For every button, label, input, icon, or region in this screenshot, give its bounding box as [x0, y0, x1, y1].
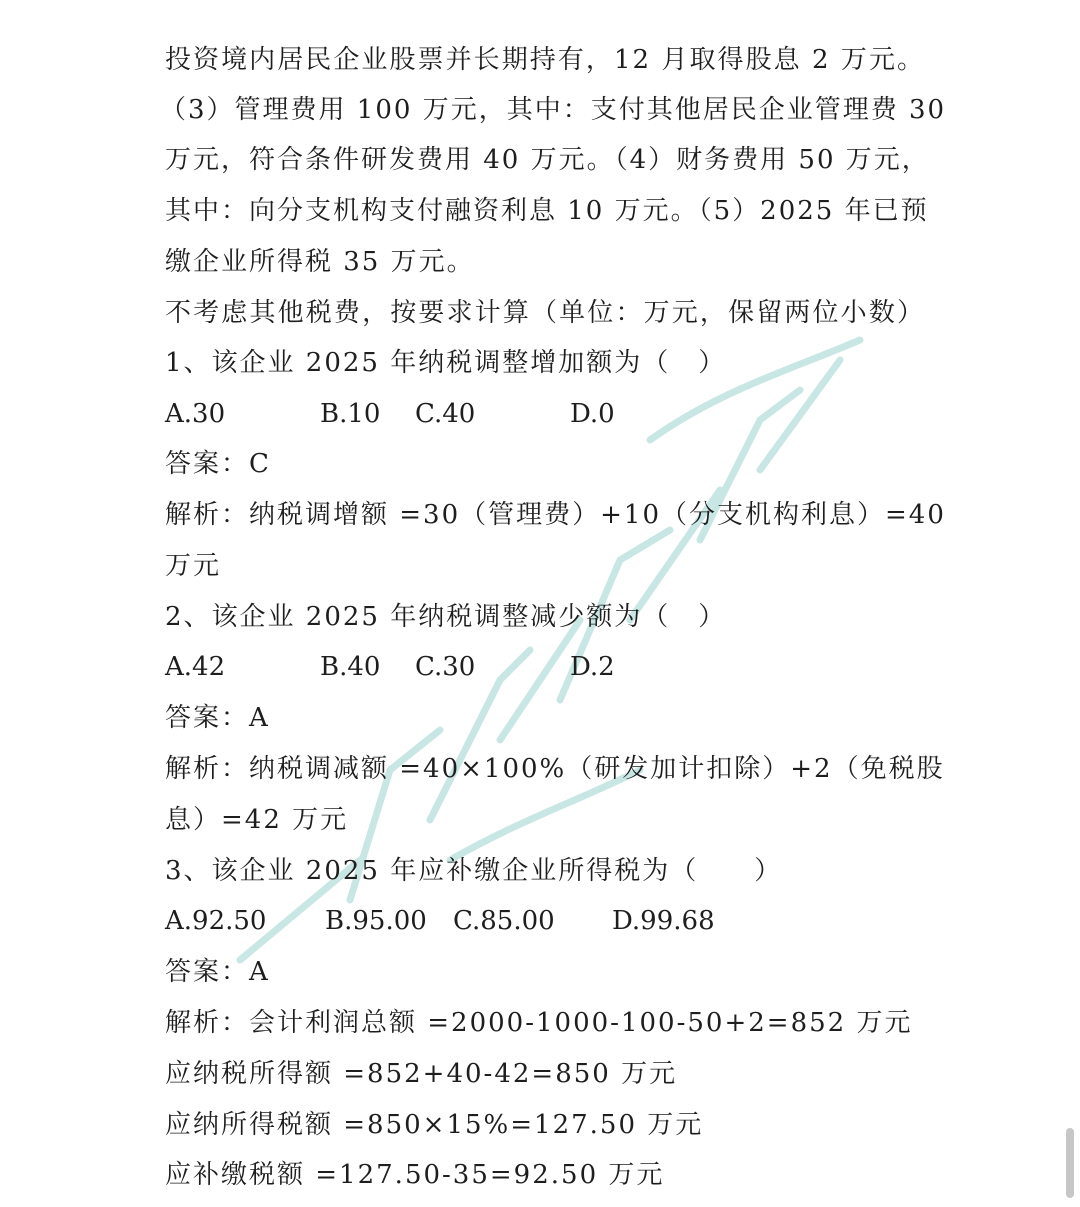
scrollbar-thumb[interactable] [1066, 1128, 1074, 1198]
option-c: C.30 [415, 652, 476, 682]
option-b: B.95.00 [325, 906, 427, 936]
question-title: 1、该企业 2025 年纳税调整增加额为（ ） [165, 348, 727, 378]
option-c: C.40 [415, 399, 476, 429]
analysis-line: 应纳税所得额 =852+40-42=850 万元 [165, 1059, 678, 1089]
analysis-line: 解析：纳税调增额 =30（管理费）+10（分支机构利息）=40 [165, 500, 946, 530]
text-line: 投资境内居民企业股票并长期持有，12 月取得股息 2 万元。 [165, 45, 925, 75]
text-line: 不考虑其他税费，按要求计算（单位：万元，保留两位小数） [165, 298, 925, 328]
option-a: A.92.50 [165, 906, 267, 936]
text-line: 缴企业所得税 35 万元。 [165, 247, 475, 277]
option-b: B.40 [320, 652, 381, 682]
answer-line: 答案：A [165, 703, 270, 733]
question-title: 3、该企业 2025 年应补缴企业所得税为（ ） [165, 856, 783, 886]
option-d: D.2 [570, 652, 615, 682]
analysis-line: 解析：纳税调减额 =40×100%（研发加计扣除）+2（免税股 [165, 754, 945, 784]
analysis-line: 应补缴税额 =127.50-35=92.50 万元 [165, 1160, 665, 1190]
analysis-line: 解析：会计利润总额 =2000-1000-100-50+2=852 万元 [165, 1008, 913, 1038]
option-b: B.10 [320, 399, 381, 429]
option-a: A.30 [165, 399, 226, 429]
analysis-line: 万元 [165, 551, 222, 581]
text-line: 万元，符合条件研发费用 40 万元。（4）财务费用 50 万元， [165, 145, 930, 175]
option-d: D.0 [570, 399, 615, 429]
text-line: 其中：向分支机构支付融资利息 10 万元。（5）2025 年已预 [165, 196, 929, 226]
analysis-line: 应纳所得税额 =850×15%=127.50 万元 [165, 1110, 704, 1140]
option-a: A.42 [165, 652, 226, 682]
answer-line: 答案：A [165, 957, 270, 987]
analysis-line: 息）=42 万元 [165, 805, 349, 835]
text-line: （3）管理费用 100 万元，其中：支付其他居民企业管理费 30 [160, 95, 947, 125]
answer-line: 答案：C [165, 449, 271, 479]
question-title: 2、该企业 2025 年纳税调整减少额为（ ） [165, 602, 727, 632]
option-d: D.99.68 [612, 906, 715, 936]
option-c: C.85.00 [453, 906, 555, 936]
